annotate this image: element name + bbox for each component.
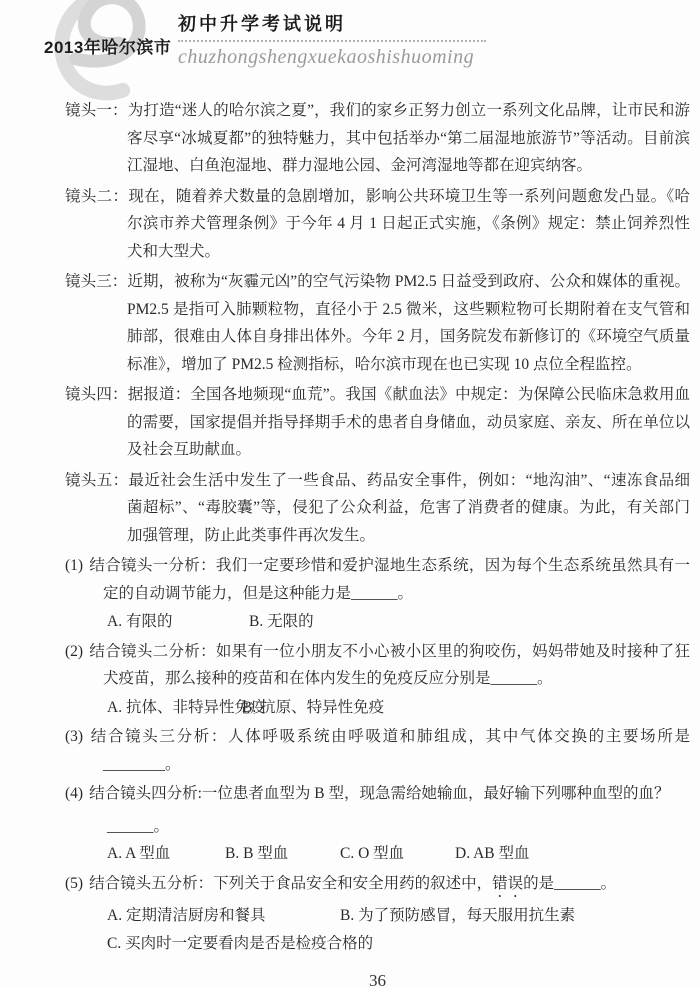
scene-text: 为打造“迷人的哈尔滨之夏”，我们的家乡正努力创立一系列文化品牌，让市民和游客尽享“冰城夏都”的独特魅力，其中包括举办“第二届湿地旅游节”等活动。目前滨江湿地、白鱼泡湿地、群力湿地公园、金河湾湿地等都在迎宾纳客。: [127, 102, 690, 174]
option-label: B. 无限的: [249, 613, 314, 630]
scene-paragraph-1: [65, 97, 690, 180]
question-item-5: [65, 870, 690, 901]
question-text: 结合镜头三分析：人体呼吸系统由呼吸道和肺组成，其中气体交换的主要场所是________。: [89, 728, 690, 773]
option-label: A. A 型血: [107, 845, 171, 862]
scene-label: 镜头三：: [65, 273, 128, 290]
page-header: [0, 0, 700, 94]
option-label: A. 定期清洁厨房和餐具: [107, 906, 266, 924]
scene-text: 现在，随着养犬数量的急剧增加，影响公共环境卫生等一系列问题愈发凸显。《哈尔滨市养犬管理条例》于今年 4 月 1 日起正式实施，《条例》规定：禁止饲养烈性犬和大型犬。: [127, 187, 690, 260]
pinyin-subtitle: chuzhongshengxuekaoshishuoming: [178, 46, 475, 68]
option-label: A. 有限的: [107, 613, 173, 630]
question-item-3: [65, 723, 690, 778]
question-number: (1): [65, 557, 84, 574]
scene-label: 镜头二：: [65, 187, 129, 205]
option-label: C. 买肉时一定要看肉是否是检疫合格的: [107, 935, 374, 952]
question-text: 结合镜头五分析：下列关于食品安全和安全用药的叙述中，: [89, 874, 493, 892]
question-text: 的是______。: [523, 874, 617, 892]
scene-paragraph-3: [65, 268, 690, 378]
scene-paragraph-5: [65, 467, 690, 550]
question-item-1: [65, 552, 690, 607]
question-number: (4): [65, 785, 84, 802]
question-item-4: [65, 780, 690, 808]
question-text: 结合镜头四分析:一位患者血型为 B 型，现急需给她输血，最好输下列哪种血型的血？: [89, 785, 670, 802]
question-text: 结合镜头二分析：如果有一位小朋友不小心被小区里的狗咬伤，妈妈带她及时接种了狂犬疫苗，那么接种的疫苗和在体内发生的免疫反应分别是______。: [89, 642, 690, 687]
scene-paragraph-4: [65, 381, 690, 464]
page-number: 36: [369, 970, 386, 986]
scene-paragraph-2: [65, 183, 690, 266]
question-number: (3): [65, 728, 84, 745]
scene-text: 据报道：全国各地频现“血荒”。我国《献血法》中规定：为保障公民临床急救用血的需要，国家提倡并指导择期手术的患者自身储血，动员家庭、亲友、所在单位以及社会互助献血。: [127, 386, 690, 458]
edition-label: 2013年哈尔滨市: [44, 38, 172, 57]
header-title-block: [178, 12, 486, 71]
option-label: A. 抗体、非特异性免疫: [107, 698, 266, 716]
question-2-options: [65, 694, 690, 722]
scene-text: 近期，被称为“灰霾元凶”的空气污染物 PM2.5 日益受到政府、公众和媒体的重视。PM2.5 是指可入肺颗粒物，直径小于 2.5 微米，这些颗粒物可长期附着在支气管和肺部，很难由人体自身排出体外。今年 2 月，国务院发布新修订的《环境空气质量标准》，增加了 PM2.5 检测指标，哈尔滨市现在也已实现 10 点位全程监控。: [127, 273, 690, 373]
option-label: C. O 型血: [340, 845, 405, 862]
scene-label: 镜头四：: [65, 386, 128, 403]
question-item-2: [65, 638, 690, 693]
option-label: D. AB 型血: [455, 845, 530, 862]
question-4-options: [65, 840, 690, 868]
question-text: 结合镜头一分析：我们一定要珍惜和爱护湿地生态系统，因为每个生态系统虽然具有一定的自动调节能力，但是这种能力是______。: [89, 557, 690, 602]
emphasized-text: 错误: [492, 874, 524, 892]
page-title: 初中升学考试说明: [178, 14, 346, 34]
scene-label: 镜头一：: [65, 102, 128, 119]
scene-text: 最近社会生活中发生了一些食品、药品安全事件，例如：“地沟油”、“速冻食品细菌超标”、“毒胶囊”等，侵犯了公众利益，危害了消费者的健康。为此，有关部门加强管理，防止此类事件再次发生。: [127, 471, 690, 544]
option-label: B. 抗原、特异性免疫: [242, 698, 385, 716]
question-5-options-row1: [65, 902, 690, 930]
scene-label: 镜头五：: [65, 471, 129, 489]
answer-blank: ______。: [107, 817, 170, 835]
question-1-options: [65, 608, 690, 636]
option-label: B. 为了预防感冒，每天服用抗生素: [340, 906, 576, 924]
document-body: [0, 94, 700, 986]
question-number: (2): [65, 642, 84, 660]
question-5-options-row2: [65, 930, 690, 958]
question-number: (5): [65, 874, 84, 892]
option-label: B. B 型血: [225, 845, 289, 862]
dotted-divider: [178, 40, 486, 42]
